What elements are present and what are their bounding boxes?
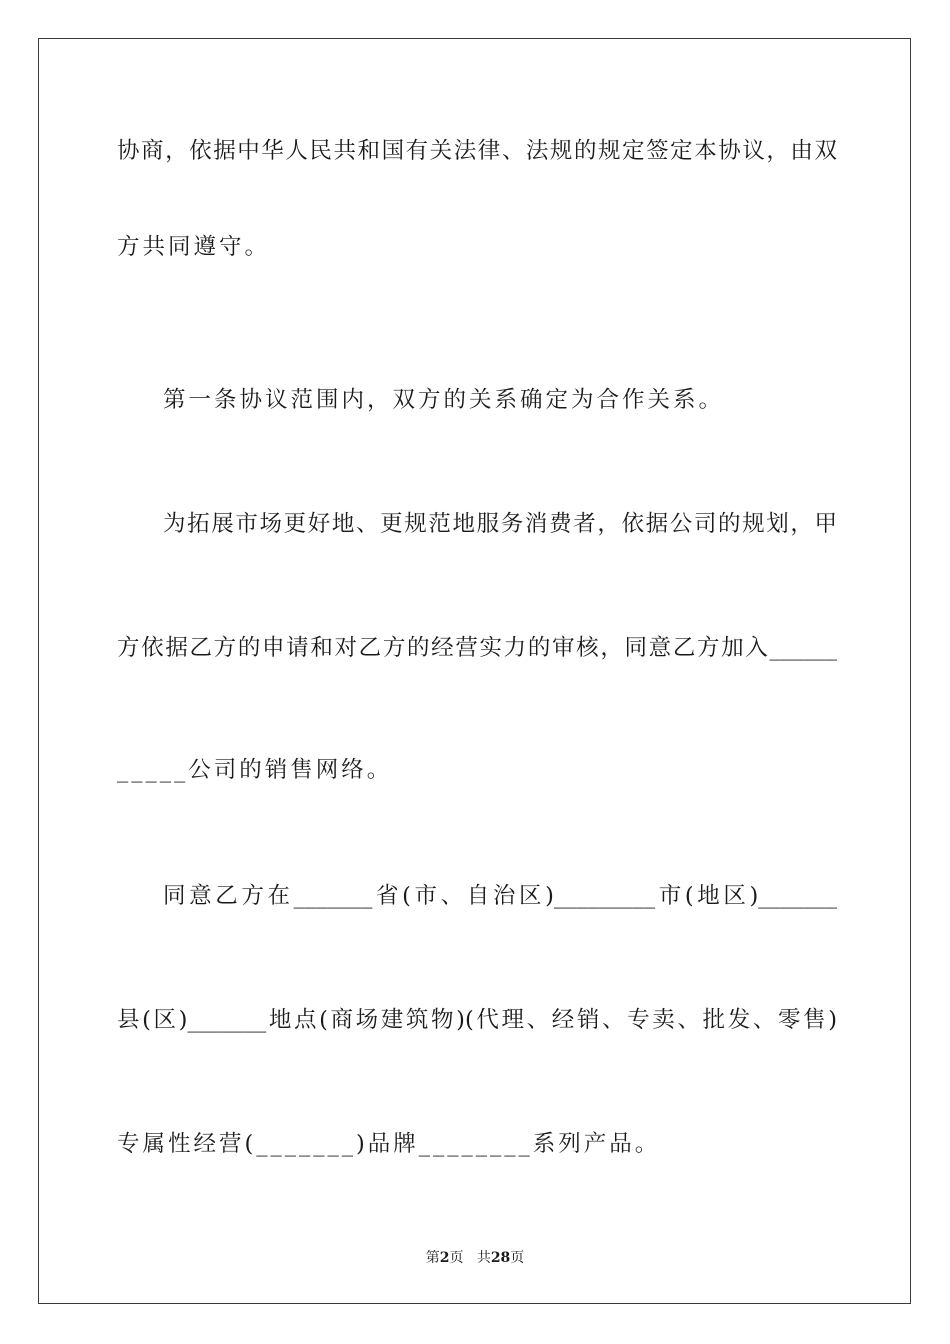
body-line-5: 方依据乙方的申请和对乙方的经营实力的审核，同意乙方加入______ <box>117 635 837 661</box>
article-one-line: 第一条协议范围内，双方的关系确定为合作关系。 <box>163 387 725 413</box>
body-line-4: 为拓展市场更好地、更规范地服务消费者，依据公司的规划，甲 <box>163 511 837 537</box>
total-suffix: 页 <box>510 1250 525 1266</box>
total-prefix: 共 <box>476 1250 491 1266</box>
page-number: 2 <box>439 1250 450 1266</box>
page-suffix: 页 <box>449 1250 464 1266</box>
body-line-1: 协商，依据中华人民共和国有关法律、法规的规定签定本协议，由双 <box>117 138 837 164</box>
body-line-2: 方共同遵守。 <box>117 234 271 260</box>
body-line-8: 县(区)_______地点(商场建筑物)(代理、经销、专卖、批发、零售) <box>117 1007 837 1033</box>
body-line-9: 专属性经营(_______)品牌________系列产品。 <box>117 1131 661 1157</box>
total-pages: 28 <box>490 1250 511 1266</box>
body-line-7: 同意乙方在_______省(市、自治区)_________市(地区)_______ <box>163 883 837 909</box>
page-prefix: 第 <box>425 1250 440 1266</box>
body-line-6: _____公司的销售网络。 <box>117 757 393 783</box>
page-footer <box>0 1247 950 1267</box>
